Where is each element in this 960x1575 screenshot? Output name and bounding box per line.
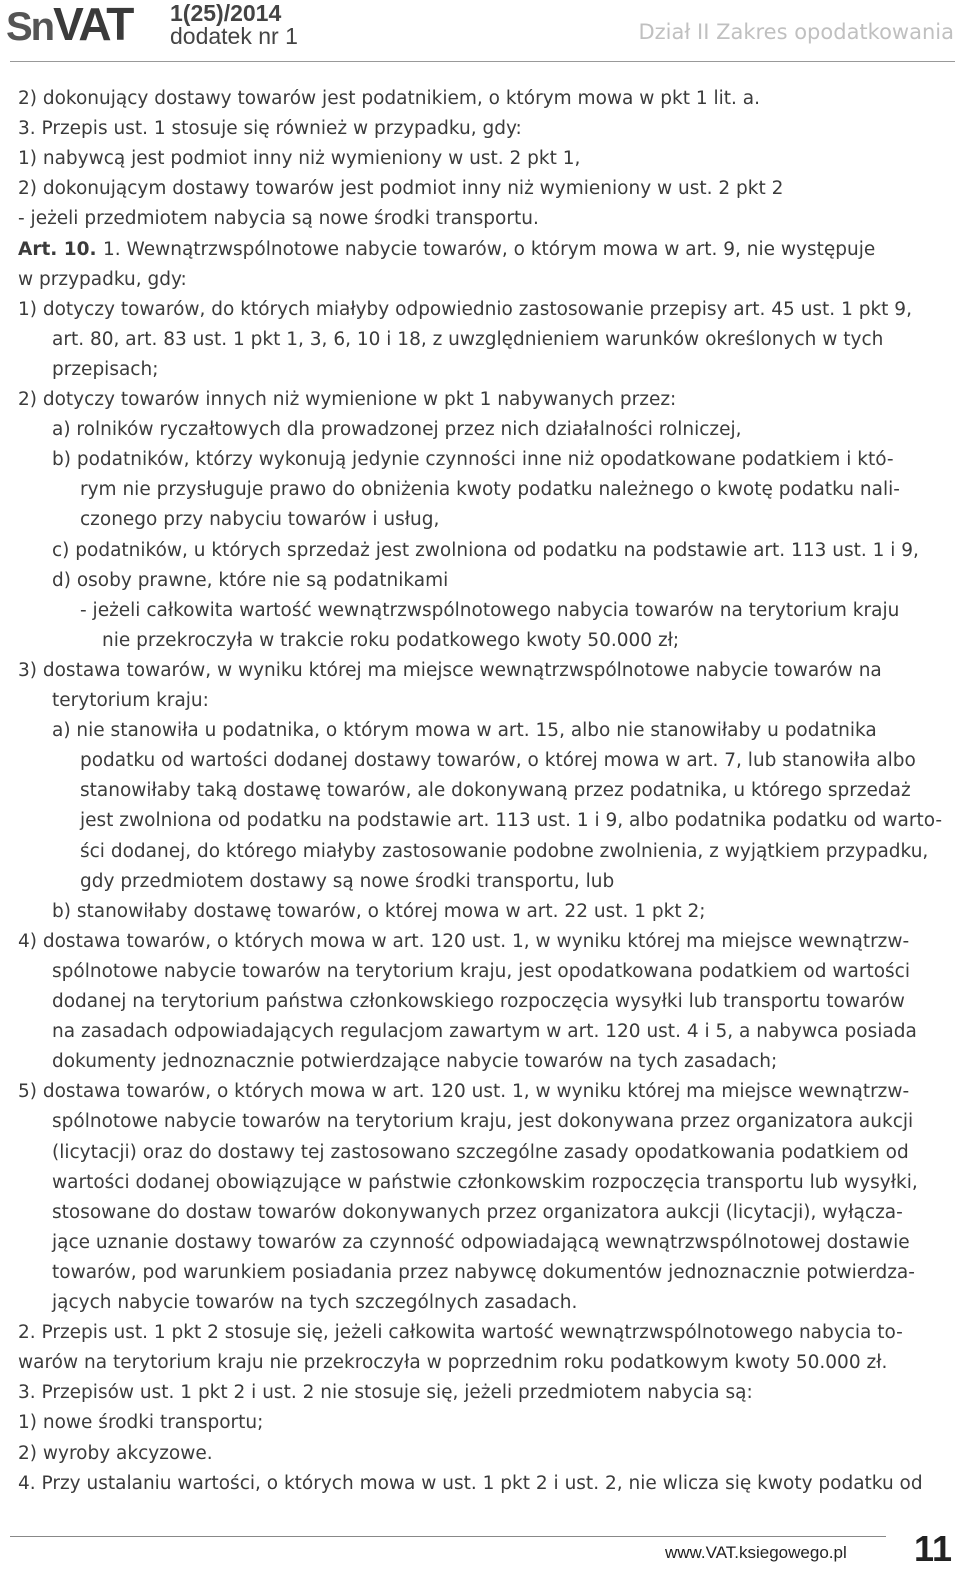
line-text: 2. Przepis ust. 1 pkt 2 stosuje się, jeżeli całkowita wartość wewnątrzwspólnotowego nabycia to- — [18, 1322, 903, 1344]
line-text: jące uznanie dostawy towarów za czynność odpowiadającą wewnątrzwspólnotowej dostawie — [52, 1231, 910, 1253]
line-text: dokumenty jednoznacznie potwierdzające nabycie towarów na tych zasadach; — [52, 1051, 778, 1073]
text-line — [102, 630, 679, 651]
line-text: czonego przy nabyciu towarów i usług, — [80, 509, 440, 531]
text-line — [52, 1262, 915, 1283]
supplement-label: dodatek nr 1 — [170, 23, 298, 49]
line-text: 5) dostawa towarów, o których mowa w art. 120 ust. 1, w wyniku której ma miejsce wewnątrzw- — [18, 1081, 910, 1103]
snvat-logo — [6, 0, 132, 51]
text-line — [80, 871, 614, 892]
line-text: 2) wyroby akcyzowe. — [18, 1442, 213, 1464]
text-line — [18, 148, 580, 169]
text-line — [52, 570, 448, 591]
line-text: 2) dotyczy towarów innych niż wymienione w pkt 1 nabywanych przez: — [18, 389, 677, 410]
line-text: c) podatników, u których sprzedaż jest zwolniona od podatku na podstawie art. 113 ust. 1 i 9, — [52, 539, 919, 561]
text-line — [18, 118, 522, 139]
line-text: ści dodanej, do którego miałyby zastosowanie podobne zwolnienia, z wyjątkiem przypadku, — [80, 840, 929, 862]
text-line — [18, 299, 912, 320]
text-line — [18, 239, 875, 260]
paragraph-number: 1. — [102, 238, 127, 260]
section-title: Dział II Zakres opodatkowania — [638, 20, 954, 44]
line-text: wartości dodanej obowiązujące w państwie członkowskim rozpoczęcia transportu lub wysyłki, — [52, 1171, 918, 1193]
text-line — [18, 1322, 903, 1343]
text-line — [18, 1352, 887, 1373]
line-text: (licytacji) oraz do dostawy tej zastosowano szczególne zasady opodatkowania podatkiem od — [52, 1141, 909, 1163]
text-line — [52, 540, 919, 561]
logo-sn-text: Sn — [6, 5, 54, 49]
text-line — [52, 961, 910, 982]
text-line — [52, 1292, 577, 1313]
text-line — [52, 991, 905, 1012]
text-line — [52, 1172, 918, 1193]
text-line — [18, 178, 783, 199]
article-heading: Art. 10. — [18, 238, 103, 260]
line-text: stosowane do dostaw towarów dokonywanych przez organizatora aukcji (licytacji), wyłącza- — [52, 1201, 903, 1223]
issue-info — [170, 2, 298, 48]
text-line — [52, 1051, 777, 1072]
line-text: Wewnątrzwspólnotowe nabycie towarów, o którym mowa w art. 9, nie występuje — [126, 238, 876, 260]
text-line — [52, 720, 877, 741]
text-line — [52, 449, 894, 470]
line-text: art. 80, art. 83 ust. 1 pkt 1, 3, 6, 10 i 18, z uwzględnieniem warunków określonych w tych — [52, 328, 884, 350]
line-text: podatku od wartości dodanej dostawy towarów, o której mowa w art. 7, lub stanowiła albo — [80, 750, 916, 772]
line-text: jących nabycie towarów na tych szczególnych zasadach. — [52, 1292, 578, 1313]
text-line — [52, 690, 209, 711]
line-text: b) podatników, którzy wykonują jedynie czynności inne niż opodatkowane podatkiem i któ- — [52, 449, 894, 471]
text-line — [80, 509, 439, 530]
text-line — [80, 750, 916, 771]
line-text: d) osoby prawne, które nie są podatnikami — [52, 569, 449, 591]
text-line — [52, 901, 705, 922]
text-line — [18, 660, 882, 681]
text-line — [18, 1081, 909, 1102]
line-text: 3. Przepisów ust. 1 pkt 2 i ust. 2 nie stosuje się, jeżeli przedmiotem nabycia są: — [18, 1382, 753, 1404]
text-line — [18, 88, 760, 109]
text-line — [52, 1202, 903, 1223]
line-text: - jeżeli przedmiotem nabycia są nowe środki transportu. — [18, 208, 539, 230]
line-text: rym nie przysługuje prawo do obniżenia kwoty podatku należnego o kwotę podatku nali- — [80, 479, 900, 501]
text-line — [18, 1382, 753, 1403]
line-text: 3. Przepis ust. 1 stosuje się również w przypadku, gdy: — [18, 118, 522, 140]
line-text: spólnotowe nabycie towarów na terytorium kraju, jest dokonywana przez organizatora aukcji — [52, 1111, 914, 1133]
text-line — [18, 1473, 923, 1494]
page-number: 11 — [913, 1528, 952, 1569]
line-text: w przypadku, gdy: — [18, 268, 187, 290]
text-line — [18, 389, 676, 410]
text-line — [18, 1412, 263, 1433]
header-divider — [10, 61, 955, 62]
text-line — [52, 419, 742, 440]
text-line — [52, 1111, 913, 1132]
line-text: 1) nowe środki transportu; — [18, 1412, 264, 1434]
footer-divider — [10, 1536, 886, 1537]
text-line — [18, 208, 539, 229]
line-text: 2) dokonujący dostawy towarów jest podatnikiem, o którym mowa w pkt 1 lit. a. — [18, 88, 761, 109]
line-text: a) nie stanowiła u podatnika, o którym mowa w art. 15, albo nie stanowiłaby u podatnika — [52, 720, 877, 742]
line-text: dodanej na terytorium państwa członkowskiego rozpoczęcia wysyłki lub transportu towarów — [52, 991, 905, 1012]
line-text: gdy przedmiotem dostawy są nowe środki transportu, lub — [80, 870, 615, 892]
line-text: 4) dostawa towarów, o których mowa w art. 120 ust. 1, w wyniku której ma miejsce wewnątrzw- — [18, 930, 910, 952]
text-line — [52, 1021, 917, 1042]
line-text: spólnotowe nabycie towarów na terytorium kraju, jest opodatkowana podatkiem od wartości — [52, 960, 910, 982]
text-line — [52, 329, 883, 350]
line-text: terytorium kraju: — [52, 690, 209, 711]
line-text: 3) dostawa towarów, w wyniku której ma miejsce wewnątrzwspólnotowe nabycie towarów na — [18, 659, 882, 681]
text-line — [52, 1232, 910, 1253]
line-text: przepisach; — [52, 358, 159, 380]
line-text: nie przekroczyła w trakcie roku podatkowego kwoty 50.000 zł; — [102, 629, 680, 651]
line-text: 1) dotyczy towarów, do których miałyby odpowiednio zastosowanie przepisy art. 45 ust. 1 pkt 9, — [18, 298, 912, 320]
text-line — [18, 269, 187, 290]
line-text: - jeżeli całkowita wartość wewnątrzwspólnotowego nabycia towarów na terytorium kraju — [80, 599, 900, 621]
line-text: jest zwolniona od podatku na podstawie art. 113 ust. 1 i 9, albo podatnika podatku od warto- — [80, 810, 943, 832]
text-line — [18, 1443, 213, 1464]
line-text: b) stanowiłaby dostawę towarów, o której mowa w art. 22 ust. 1 pkt 2; — [52, 900, 706, 922]
text-line — [80, 841, 928, 862]
line-text: 4. Przy ustalaniu wartości, o których mowa w ust. 1 pkt 2 i ust. 2, nie wlicza się kwoty podatku od — [18, 1472, 923, 1494]
text-line — [18, 931, 909, 952]
text-line — [52, 359, 158, 380]
footer-website: www.VAT.ksiegowego.pl — [665, 1543, 847, 1562]
text-line — [80, 780, 911, 801]
line-text: 1) nabywcą jest podmiot inny niż wymieniony w ust. 2 pkt 1, — [18, 148, 581, 170]
line-text: towarów, pod warunkiem posiadania przez nabywcę dokumentów jednoznacznie potwierdza- — [52, 1261, 915, 1283]
line-text: stanowiłaby taką dostawę towarów, ale dokonywaną przez podatnika, u którego sprzedaż — [80, 780, 911, 802]
text-line — [80, 600, 899, 621]
text-line — [80, 810, 942, 831]
line-text: na zasadach odpowiadających regulacjom zawartym w art. 120 ust. 4 i 5, a nabywca posiada — [52, 1021, 917, 1043]
logo-vat-text: VAT — [53, 0, 133, 50]
text-line — [52, 1142, 909, 1163]
text-line — [80, 479, 900, 500]
line-text: 2) dokonującym dostawy towarów jest podmiot inny niż wymieniony w ust. 2 pkt 2 — [18, 178, 784, 200]
line-text: warów na terytorium kraju nie przekroczyła w poprzednim roku podatkowym kwoty 50.000 zł. — [18, 1352, 888, 1374]
issue-number: 1(25)/2014 — [170, 0, 282, 26]
page-header — [0, 0, 960, 62]
line-text: a) rolników ryczałtowych dla prowadzonej przez nich działalności rolniczej, — [52, 419, 742, 441]
